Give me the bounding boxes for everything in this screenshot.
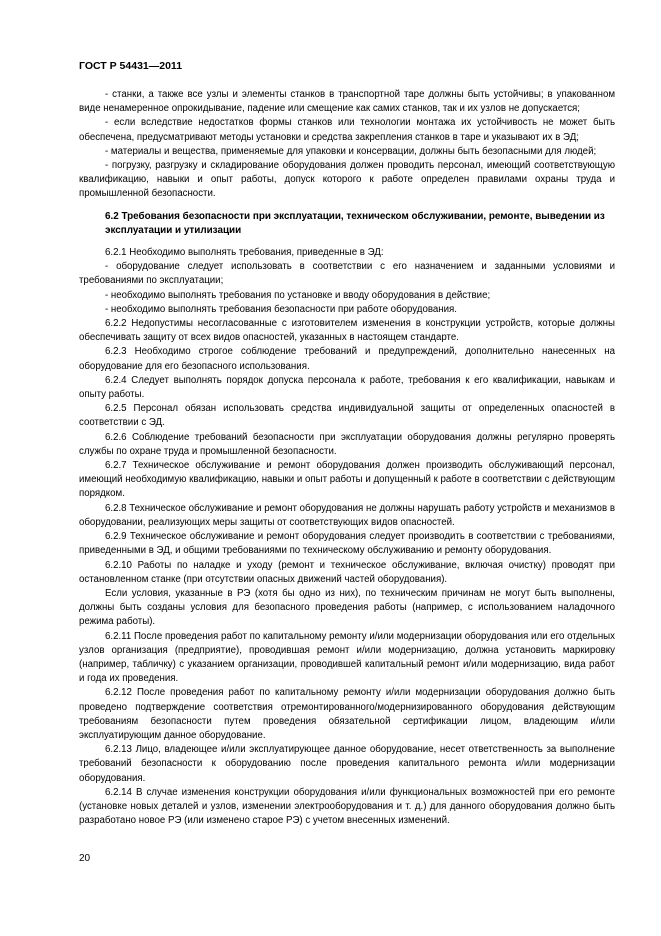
paragraph: 6.2.4 Следует выполнять порядок допуска персонала к работе, требования к его квалификации, навыкам и опыту работы. (79, 374, 615, 401)
paragraph: 6.2.11 После проведения работ по капитальному ремонту и/или модернизации оборудования или его отдельных узлов организация (предприятие), проводившая ремонт и/или модернизацию, должна установить маркировку (например, табличку) с указанием организации, проводившей капитальный ремонт и/или модернизацию, вида работ и года их проведения. (79, 630, 615, 685)
paragraph: - станки, а также все узлы и элементы станков в транспортной таре должны быть устойчивы; в упакованном виде ненамеренное опрокидывание, падение или смещение как самих станков, так и их узлов не допускается; (79, 89, 615, 115)
paragraph: - погрузку, разгрузку и складирование оборудования должен проводить персонал, имеющий соответствующую квалификацию, навыки и опыт работы, допуск которого к работе определен правилами охраны труда и промышленной безопасности. (79, 160, 615, 200)
document-body (79, 88, 615, 828)
paragraph: 6.2.2 Недопустимы несогласованные с изготовителем изменения в конструкции устройств, которые должны обеспечивать защиту от всех видов опасностей, указанных в настоящем стандарте. (79, 318, 615, 344)
paragraph: - оборудование следует использовать в соответствии с его назначением и заданными условиями и требованиями по эксплуатации; (79, 261, 615, 287)
paragraph: 6.2.1 Необходимо выполнять требования, приведенные в ЭД: (105, 247, 384, 259)
page-number: 20 (79, 853, 91, 864)
paragraph: 6.2.10 Работы по наладке и уходу (ремонт и техническое обслуживание, включая очистку) проводят при остановленном станке (при отсутствии опасных движений частей оборудования). (79, 559, 615, 585)
paragraph: - необходимо выполнять требования по установке и вводу оборудования в действие; (105, 289, 491, 301)
paragraph: 6.2.13 Лицо, владеющее и/или эксплуатирующее данное оборудование, несет ответственность за выполнение требований безопасности к оборудованию после проведения капитального ремонта и/или модернизации оборудования. (79, 744, 615, 784)
paragraph: Если условия, указанные в РЭ (хотя бы одно из них), по техническим причинам не могут быть выполнены, должны быть созданы условия для безопасного проведения работы (например, с использованием наладочного режима работы). (79, 587, 615, 628)
paragraph: 6.2.5 Персонал обязан использовать средства индивидуальной защиты от определенных опасностей в соответствии с ЭД. (79, 403, 615, 429)
section-heading: 6.2 Требования безопасности при эксплуатации, техническом обслуживании, ремонте, выведении из эксплуатации и утилизации (105, 210, 605, 236)
page-header: ГОСТ Р 54431—2011 (79, 60, 183, 72)
paragraph: 6.2.3 Необходимо строгое соблюдение требований и предупреждений, дополнительно нанесенных на оборудование для его безопасного использования. (79, 346, 615, 372)
paragraph: 6.2.9 Техническое обслуживание и ремонт оборудования следует производить в соответствии с требованиями, приведенными в ЭД, и общими требованиями по техническому обслуживанию и ремонту оборудования. (79, 531, 615, 557)
paragraph: 6.2.12 После проведения работ по капитальному ремонту и/или модернизации оборудования должно быть проведено подтверждение соответствия отремонтированного/модернизированного оборудования действующим требованиям безопасности путем проведения обязательной сертификации лицом, владеющим и/или эксплуатирующим данное оборудование. (79, 687, 615, 741)
paragraph: 6.2.7 Техническое обслуживание и ремонт оборудования должен производить обслуживающий персонал, имеющий необходимую квалификацию, навыки и опыт работы и допущенный к работе в соответствии с действующим порядком. (79, 460, 615, 500)
paragraph: 6.2.6 Соблюдение требований безопасности при эксплуатации оборудования должны регулярно проверять службы по охране труда и промышленной безопасности. (79, 431, 615, 457)
paragraph: 6.2.14 В случае изменения конструкции оборудования и/или функциональных возможностей при его ремонте (установке новых деталей и узлов, изменении электрооборудования и т. д.) для данного оборудования должно быть разработано новое РЭ (или изменено старое РЭ) с учетом внесенных изменений. (79, 786, 615, 827)
paragraph: - если вследствие недостатков формы станков или технологии монтажа их устойчивость не может быть обеспечена, предусматривают методы установки и средства закрепления станков в таре и указывают их в ЭД; (79, 117, 615, 143)
paragraph: 6.2.8 Техническое обслуживание и ремонт оборудования не должны нарушать работу устройств и механизмов в оборудовании, реализующих меры защиты от соответствующих видов опасностей. (79, 502, 615, 528)
paragraph: - материалы и вещества, применяемые для упаковки и консервации, должны быть безопасными для людей; (105, 145, 597, 157)
paragraph: - необходимо выполнять требования безопасности при работе оборудования. (105, 303, 457, 315)
